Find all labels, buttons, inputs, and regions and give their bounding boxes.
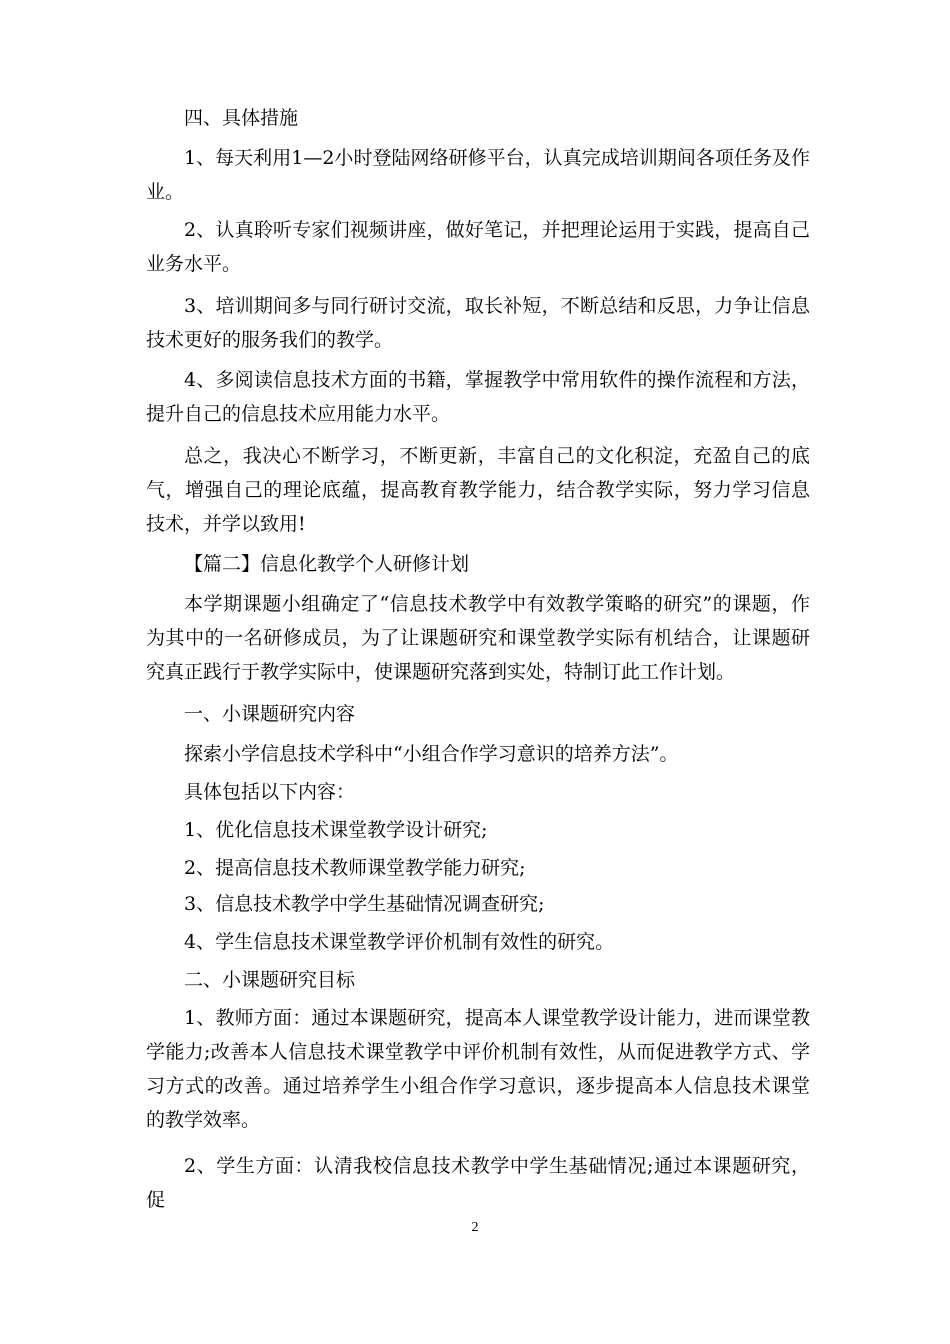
- paragraph-summary: 总之，我决心不断学习，不断更新，丰富自己的文化积淀，充盈自己的底气，增强自己的理论底蕴，提高教育教学能力，结合教学实际，努力学习信息技术，并学以致用!: [146, 445, 810, 535]
- paragraph-measure-2: 2、认真聆听专家们视频讲座，做好笔记，并把理论运用于实践，提高自己业务水平。: [146, 219, 810, 275]
- list-item-content-2: 2、提高信息技术教师课堂教学能力研究;: [184, 857, 526, 879]
- page-number: 2: [471, 1220, 479, 1235]
- section-heading-measures: 四、具体措施: [184, 107, 299, 129]
- list-item-content-3: 3、信息技术教学中学生基础情况调查研究;: [184, 893, 545, 915]
- section-title-part-two: 【篇二】信息化教学个人研修计划: [184, 553, 470, 575]
- list-item-content-4: 4、学生信息技术课堂教学评价机制有效性的研究。: [184, 931, 615, 953]
- section-heading-content: 一、小课题研究内容: [184, 703, 356, 725]
- paragraph-includes: 具体包括以下内容：: [184, 781, 356, 803]
- paragraph-explore: 探索小学信息技术学科中“小组合作学习意识的培养方法”。: [184, 743, 679, 765]
- paragraph-measure-4: 4、多阅读信息技术方面的书籍，掌握教学中常用软件的操作流程和方法，提升自己的信息技术应用能力水平。: [146, 369, 810, 425]
- paragraph-measure-1: 1、每天利用1—2小时登陆网络研修平台，认真完成培训期间各项任务及作业。: [146, 147, 810, 203]
- paragraph-intro: 本学期课题小组确定了“信息技术教学中有效教学策略的研究”的课题，作为其中的一名研修成员，为了让课题研究和课堂教学实际有机结合，让课题研究真正践行于教学实际中，使课题研究落到实处，特制订此工作计划。: [146, 593, 810, 683]
- paragraph-measure-3: 3、培训期间多与同行研讨交流，取长补短，不断总结和反思，力争让信息技术更好的服务我们的教学。: [146, 295, 810, 351]
- paragraph-goal-teacher: 1、教师方面：通过本课题研究，提高本人课堂教学设计能力，进而课堂教学能力;改善本人信息技术课堂教学中评价机制有效性，从而促进教学方式、学习方式的改善。通过培养学生小组合作学习意识，逐步提高本人信息技术课堂的教学效率。: [146, 1007, 810, 1131]
- paragraph-goal-student: 2、学生方面：认清我校信息技术教学中学生基础情况;通过本课题研究，促: [146, 1155, 810, 1211]
- list-item-content-1: 1、优化信息技术课堂教学设计研究;: [184, 819, 488, 841]
- section-heading-goals: 二、小课题研究目标: [184, 969, 356, 991]
